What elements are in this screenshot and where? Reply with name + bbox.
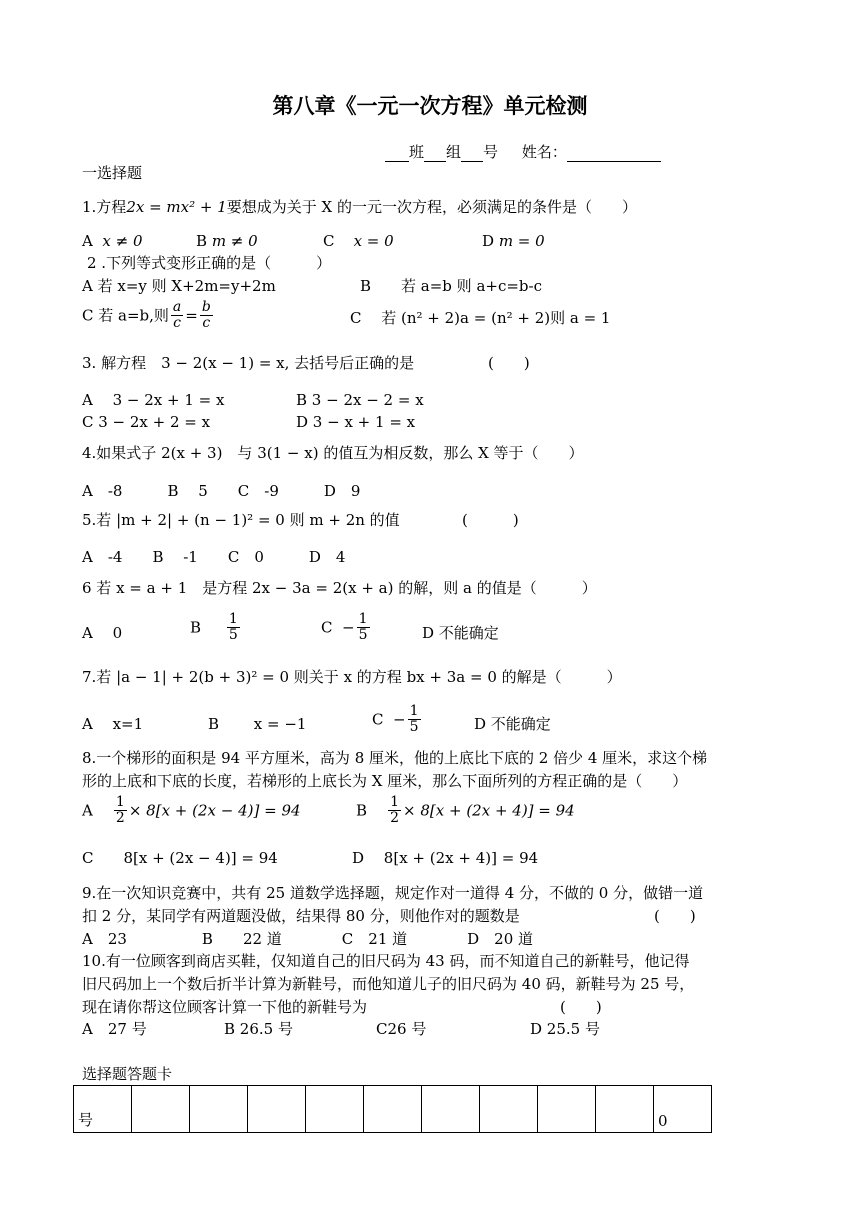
q10-answer-paren: ( ) [560, 998, 602, 1016]
q2-option-a: A 若 x=y 则 X+2m=y+2m [82, 277, 276, 295]
answer-cell-6[interactable] [422, 1086, 480, 1133]
q8-option-d: D 8[x + (2x + 4)] = 94 [352, 849, 539, 867]
q1-option-c: C x = 0 [323, 232, 394, 250]
q3-answer-paren: ( ) [488, 354, 530, 372]
question-2: 2 .下列等式变形正确的是（ ） [87, 254, 332, 272]
question-9-line-2: 扣 2 分，某同学有两道题没做，结果得 80 分，则他作对的题数是 [82, 907, 520, 925]
q6-option-b: B $\frac{1}{5}$ [190, 611, 238, 643]
question-10-line-1: 10.有一位顾客到商店买鞋，仅知道自己的旧尺码为 43 码，而不知道自己的新鞋号，他记得 [82, 952, 690, 970]
q2-option-c1: C 若 a=b,则 $\frac{a}{c}$ = $\frac{b}{c}$ [82, 299, 211, 331]
q1-option-a: A x ≠ 0 [82, 232, 143, 250]
answer-cell-5[interactable] [364, 1086, 422, 1133]
q3-option-d: D 3 − x + 1 = x [296, 413, 416, 431]
name-blank[interactable] [567, 145, 661, 162]
q3-option-c: C 3 − 2x + 2 = x [82, 413, 211, 431]
q9-options: A 23 B 22 道 C 21 道 D 20 道 [82, 930, 534, 948]
q6-option-d: D 不能确定 [422, 624, 499, 642]
question-1: 1.方程2x = mx² + 1要想成为关于 X 的一元一次方程，必须满足的条件是（ ） [82, 198, 637, 216]
answer-cell-1[interactable] [132, 1086, 190, 1133]
q8-option-a: A $\frac{1}{2}$ × 8[x + (2x − 4)] = 94 [82, 794, 301, 826]
q5-options: A -4 B -1 C 0 D 4 [82, 548, 346, 566]
answer-cell-4[interactable] [306, 1086, 364, 1133]
answer-cell-7[interactable] [480, 1086, 538, 1133]
answer-cell-10[interactable]: 0 [654, 1086, 712, 1133]
student-info-line: 班 组 号 姓名： [385, 142, 661, 162]
question-4: 4.如果式子 2(x + 3) 与 3(1 − x) 的值互为相反数，那么 X 等于（ ） [82, 444, 584, 462]
answer-cell-2[interactable] [190, 1086, 248, 1133]
answer-card-label: 选择题答题卡 [82, 1065, 173, 1083]
question-7: 7.若 |a − 1| + 2(b + 3)² = 0 则关于 x 的方程 bx + 3a = 0 的解是（ ） [82, 668, 622, 686]
q10-option-c: C26 号 [376, 1020, 427, 1038]
q1-option-b: B m ≠ 0 [196, 232, 258, 250]
answer-card-table [73, 1085, 712, 1133]
question-10-line-2: 旧尺码加上一个数后折半计算为新鞋号，而他知道儿子的旧尺码为 40 码，新鞋号为 25 号， [82, 975, 695, 993]
q3-option-b: B 3 − 2x − 2 = x [296, 391, 424, 409]
answer-cell-8[interactable] [538, 1086, 596, 1133]
q8-option-b: B $\frac{1}{2}$ × 8[x + (2x + 4)] = 94 [356, 794, 575, 826]
question-8-line-1: 8.一个梯形的面积是 94 平方厘米，高为 8 厘米，他的上底比下底的 2 倍少 4 厘米，求这个梯 [82, 749, 708, 767]
answer-cell-9[interactable] [596, 1086, 654, 1133]
class-blank[interactable] [385, 145, 409, 162]
q9-answer-paren: ( ) [654, 907, 696, 925]
q8-option-c: C 8[x + (2x − 4)] = 94 [82, 849, 278, 867]
number-blank[interactable] [461, 145, 483, 162]
answer-card-cell: 号 [74, 1086, 132, 1133]
name-label: 姓名： [521, 143, 567, 161]
question-6: 6 若 x = a + 1 是方程 2x − 3a = 2(x + a) 的解，则 a 的值是（ ） [82, 579, 597, 597]
q7-option-b: B x = −1 [208, 715, 307, 733]
question-9-line-1: 9.在一次知识竞赛中，共有 25 道数学选择题，规定作对一道得 4 分，不做的 0 分，做错一道 [82, 884, 704, 902]
q2-option-b: B 若 a=b 则 a+c=b-c [360, 277, 542, 295]
q7-option-d: D 不能确定 [474, 715, 551, 733]
q10-option-b: B 26.5 号 [224, 1020, 293, 1038]
section-heading: 一选择题 [82, 164, 143, 182]
page-title: 第八章《一元一次方程》单元检测 [272, 94, 588, 118]
question-3: 3. 解方程 3 − 2(x − 1) = x, 去括号后正确的是 [82, 354, 415, 372]
q10-option-d: D 25.5 号 [530, 1020, 600, 1038]
q10-option-a: A 27 号 [82, 1020, 147, 1038]
q2-option-c2: C 若 (n² + 2)a = (n² + 2)则 a = 1 [350, 309, 611, 327]
answer-cell-3[interactable] [248, 1086, 306, 1133]
question-8-line-2: 形的上底和下底的长度，若梯形的上底长为 X 厘米，那么下面所列的方程正确的是（ ） [82, 772, 688, 790]
q3-option-a: A 3 − 2x + 1 = x [82, 391, 225, 409]
q7-option-c: C − $\frac{1}{5}$ [372, 703, 419, 735]
question-5: 5.若 |m + 2| + (n − 1)² = 0 则 m + 2n 的值 [82, 511, 400, 529]
q6-option-c: C − $\frac{1}{5}$ [321, 611, 368, 643]
q6-option-a: A 0 [82, 624, 123, 642]
q7-option-a: A x=1 [82, 715, 144, 733]
group-blank[interactable] [424, 145, 446, 162]
q4-options: A -8 B 5 C -9 D 9 [82, 482, 361, 500]
q5-answer-paren: ( ) [462, 511, 519, 529]
question-10-line-3: 现在请你帮这位顾客计算一下他的新鞋号为 [82, 998, 368, 1016]
q1-option-d: D m = 0 [482, 232, 545, 250]
